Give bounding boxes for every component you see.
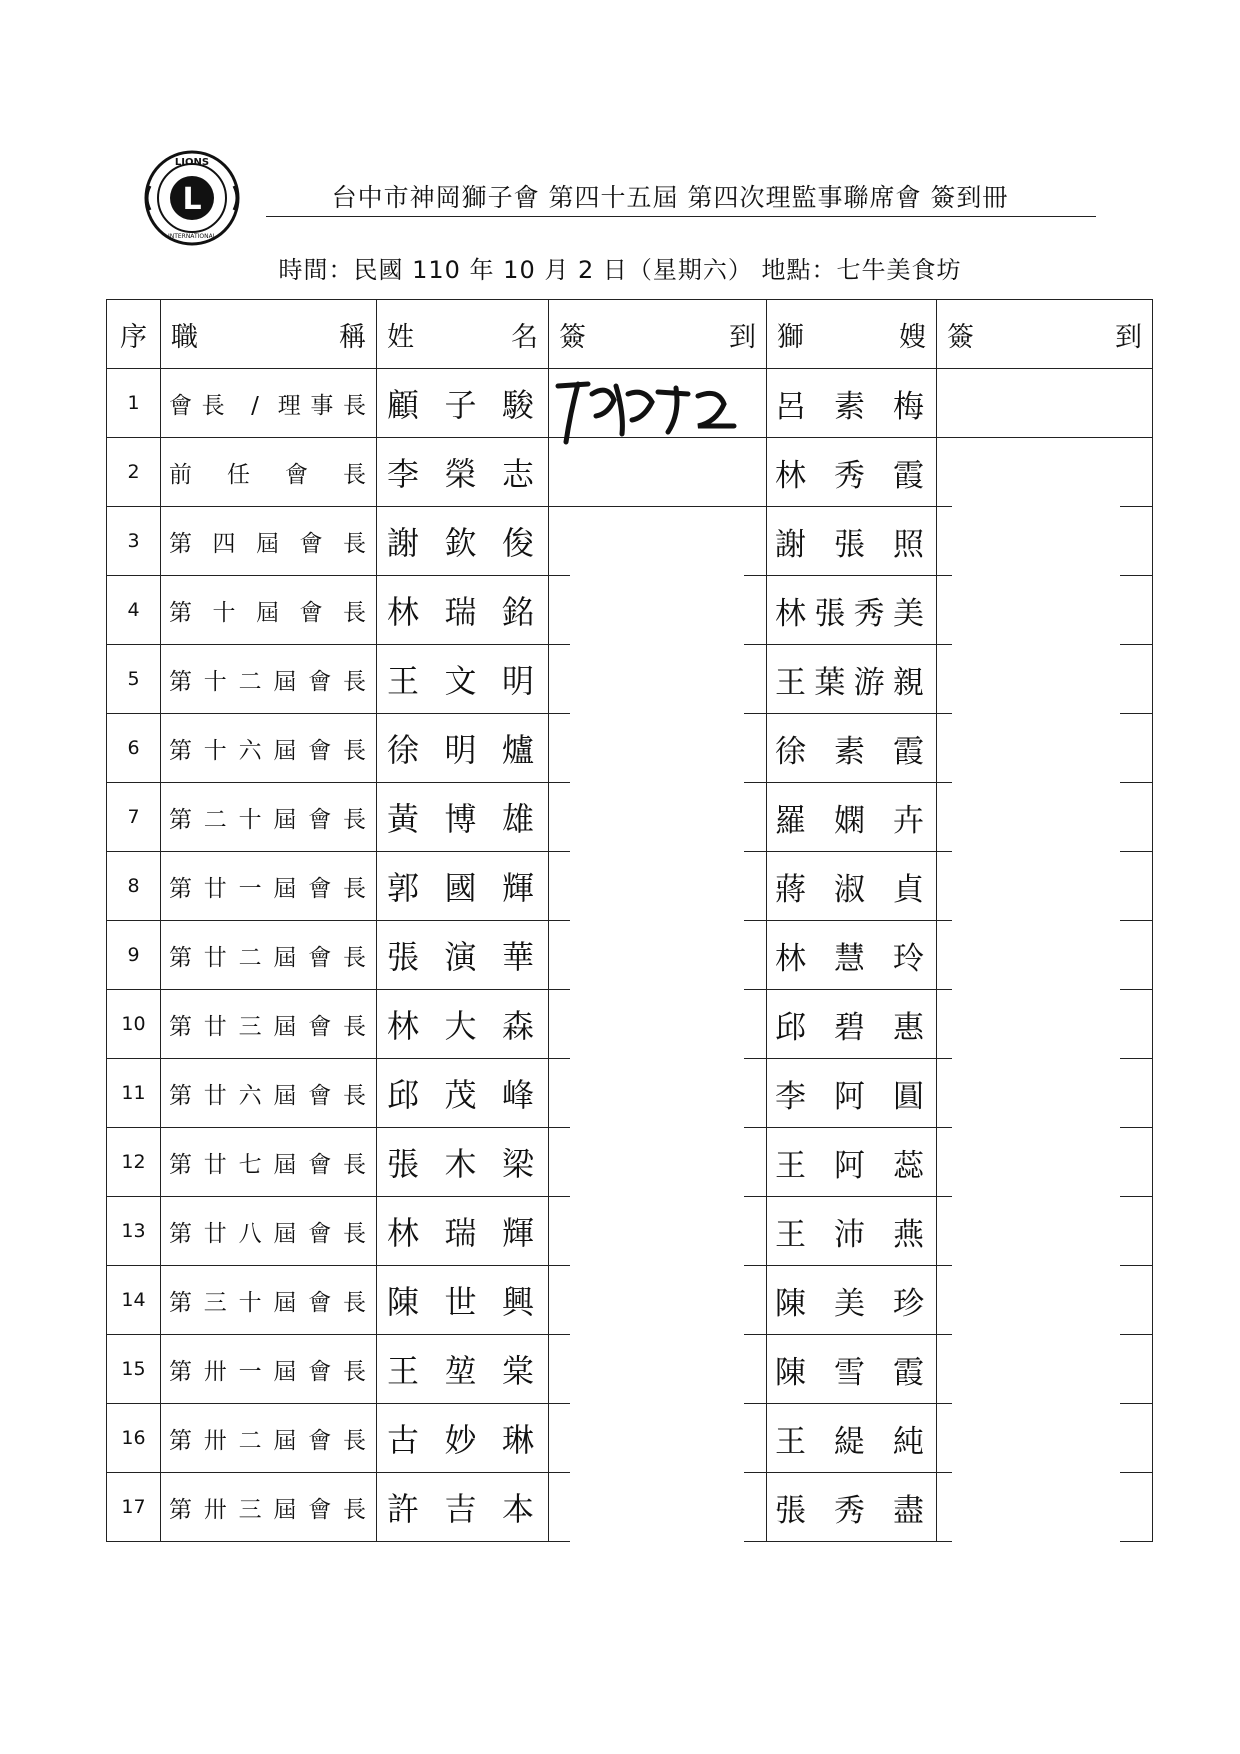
name-cell-text: 顧子駿 bbox=[387, 386, 538, 424]
title-cell bbox=[161, 1473, 377, 1542]
title-cell bbox=[161, 438, 377, 507]
seq-cell bbox=[107, 1473, 161, 1542]
seq-cell bbox=[107, 576, 161, 645]
spouse-cell-text: 李阿圓 bbox=[775, 1078, 928, 1115]
title-cell bbox=[161, 921, 377, 990]
title-cell-text: 第卅一屆會長 bbox=[169, 1358, 368, 1385]
seq-cell bbox=[107, 990, 161, 1059]
emblem-letter: L bbox=[182, 182, 202, 217]
scan-blank-area bbox=[952, 506, 1120, 1560]
title-cell bbox=[161, 576, 377, 645]
spouse-cell-text: 王葉游親 bbox=[775, 664, 928, 701]
seq-cell-text: 2 bbox=[127, 461, 140, 483]
spouse-cell-text: 林張秀美 bbox=[775, 595, 928, 632]
spouse-cell-text: 謝張照 bbox=[775, 526, 928, 563]
name-cell-text: 黃博雄 bbox=[387, 800, 538, 838]
name-cell-text: 張木梁 bbox=[387, 1145, 538, 1183]
seq-cell-text: 10 bbox=[121, 1013, 146, 1035]
title-cell bbox=[161, 1197, 377, 1266]
spouse-cell-text: 張秀盡 bbox=[775, 1492, 928, 1529]
seq-cell bbox=[107, 1197, 161, 1266]
title-cell-text: 第二十屆會長 bbox=[169, 806, 368, 833]
spouse-cell bbox=[767, 783, 937, 852]
title-cell-text: 第廿二屆會長 bbox=[169, 944, 368, 971]
name-cell bbox=[377, 990, 549, 1059]
name-cell bbox=[377, 507, 549, 576]
spouse-cell bbox=[767, 507, 937, 576]
header-name: 姓 名 bbox=[377, 300, 549, 369]
seq-cell-text: 16 bbox=[121, 1427, 146, 1449]
spouse-cell bbox=[767, 1197, 937, 1266]
table-header-row bbox=[107, 300, 1153, 369]
name-cell-text: 郭國輝 bbox=[387, 869, 538, 907]
scan-blank-area bbox=[570, 510, 744, 1560]
header-sign2: 簽 到 bbox=[937, 300, 1153, 369]
spouse-cell-text: 王阿蕊 bbox=[775, 1147, 928, 1184]
title-underline bbox=[266, 216, 1096, 217]
spouse-cell-text: 王緹純 bbox=[775, 1423, 928, 1460]
title-cell bbox=[161, 369, 377, 438]
spouse-cell-text: 徐素霞 bbox=[775, 733, 928, 770]
spouse-cell bbox=[767, 852, 937, 921]
spouse-signature-cell[interactable] bbox=[937, 369, 1153, 438]
name-cell-text: 林瑞輝 bbox=[387, 1214, 538, 1252]
emblem-top-text: LIONS bbox=[174, 157, 210, 168]
seq-cell bbox=[107, 783, 161, 852]
seq-cell bbox=[107, 369, 161, 438]
seq-cell bbox=[107, 921, 161, 990]
name-cell bbox=[377, 852, 549, 921]
seq-cell-text: 13 bbox=[121, 1220, 146, 1242]
title-cell bbox=[161, 990, 377, 1059]
spouse-cell bbox=[767, 645, 937, 714]
name-cell-text: 林瑞銘 bbox=[387, 593, 538, 631]
title-cell-text: 第卅二屆會長 bbox=[169, 1427, 368, 1454]
seq-cell-text: 14 bbox=[121, 1289, 146, 1311]
seq-cell-text: 7 bbox=[127, 806, 140, 828]
spouse-cell bbox=[767, 369, 937, 438]
name-cell-text: 王文明 bbox=[387, 662, 538, 700]
spouse-cell-text: 羅嫻卉 bbox=[775, 802, 928, 839]
name-cell-text: 許吉本 bbox=[387, 1490, 538, 1528]
spouse-cell-text: 蔣淑貞 bbox=[775, 871, 928, 908]
header-sign: 簽 到 bbox=[549, 300, 767, 369]
spouse-signature-cell[interactable] bbox=[937, 438, 1153, 507]
header-seq: 序 bbox=[107, 300, 161, 369]
name-cell bbox=[377, 1059, 549, 1128]
lions-emblem bbox=[142, 148, 242, 248]
name-cell bbox=[377, 1266, 549, 1335]
name-cell bbox=[377, 1473, 549, 1542]
spouse-cell-text: 林慧玲 bbox=[775, 940, 928, 977]
title-cell-text: 第廿八屆會長 bbox=[169, 1220, 368, 1247]
emblem-bottom-text: INTERNATIONAL bbox=[167, 233, 217, 240]
seq-cell bbox=[107, 645, 161, 714]
spouse-cell-text: 邱碧惠 bbox=[775, 1009, 928, 1046]
title-cell bbox=[161, 1128, 377, 1197]
spouse-cell-text: 陳雪霞 bbox=[775, 1354, 928, 1391]
seq-cell-text: 12 bbox=[121, 1151, 146, 1173]
name-cell bbox=[377, 1404, 549, 1473]
name-cell-text: 古妙琳 bbox=[387, 1421, 538, 1459]
seq-cell-text: 17 bbox=[121, 1496, 146, 1518]
seq-cell bbox=[107, 1335, 161, 1404]
name-cell bbox=[377, 576, 549, 645]
spouse-cell bbox=[767, 1335, 937, 1404]
title-cell bbox=[161, 1404, 377, 1473]
spouse-cell bbox=[767, 1059, 937, 1128]
seq-cell bbox=[107, 714, 161, 783]
name-cell bbox=[377, 369, 549, 438]
spouse-cell bbox=[767, 990, 937, 1059]
title-cell bbox=[161, 714, 377, 783]
title-cell-text: 第十二屆會長 bbox=[169, 668, 368, 695]
name-cell bbox=[377, 438, 549, 507]
spouse-cell bbox=[767, 1266, 937, 1335]
spouse-cell bbox=[767, 1128, 937, 1197]
seq-cell-text: 9 bbox=[127, 944, 140, 966]
spouse-cell bbox=[767, 438, 937, 507]
spouse-cell-text: 呂素梅 bbox=[775, 388, 928, 425]
name-cell-text: 李榮志 bbox=[387, 455, 538, 493]
seq-cell bbox=[107, 852, 161, 921]
title-cell bbox=[161, 852, 377, 921]
spouse-cell bbox=[767, 921, 937, 990]
title-cell-text: 第十屆會長 bbox=[169, 599, 368, 626]
spouse-cell-text: 王沛燕 bbox=[775, 1216, 928, 1253]
spouse-cell bbox=[767, 714, 937, 783]
seq-cell-text: 11 bbox=[121, 1082, 146, 1104]
seq-cell-text: 3 bbox=[127, 530, 140, 552]
seq-cell-text: 4 bbox=[127, 599, 140, 621]
name-cell bbox=[377, 645, 549, 714]
meeting-info: 時間：民國 110 年 10 月 2 日（星期六） 地點：七牛美食坊 bbox=[278, 256, 962, 284]
name-cell bbox=[377, 783, 549, 852]
spouse-cell-text: 林秀霞 bbox=[775, 457, 928, 494]
title-cell-text: 前任會長 bbox=[169, 461, 368, 488]
name-cell-text: 張演華 bbox=[387, 938, 538, 976]
seq-cell bbox=[107, 438, 161, 507]
name-cell bbox=[377, 1197, 549, 1266]
seq-cell bbox=[107, 1128, 161, 1197]
seq-cell-text: 5 bbox=[127, 668, 140, 690]
seq-cell bbox=[107, 1404, 161, 1473]
title-cell-text: 第三十屆會長 bbox=[169, 1289, 368, 1316]
name-cell-text: 陳世興 bbox=[387, 1283, 538, 1321]
title-cell bbox=[161, 783, 377, 852]
name-cell-text: 謝欽俊 bbox=[387, 524, 538, 562]
seq-cell-text: 6 bbox=[127, 737, 140, 759]
title-cell-text: 會長 / 理事長 bbox=[169, 392, 368, 419]
title-cell bbox=[161, 645, 377, 714]
seq-cell-text: 1 bbox=[127, 392, 140, 414]
title-cell bbox=[161, 1266, 377, 1335]
spouse-cell bbox=[767, 1473, 937, 1542]
title-cell-text: 第十六屆會長 bbox=[169, 737, 368, 764]
spouse-cell-text: 陳美珍 bbox=[775, 1285, 928, 1322]
title-cell-text: 第廿六屆會長 bbox=[169, 1082, 368, 1109]
name-cell bbox=[377, 1335, 549, 1404]
title-cell-text: 第卅三屆會長 bbox=[169, 1496, 368, 1523]
spouse-cell bbox=[767, 1404, 937, 1473]
title-cell-text: 第廿七屆會長 bbox=[169, 1151, 368, 1178]
title-cell-text: 第廿三屆會長 bbox=[169, 1013, 368, 1040]
title-cell bbox=[161, 507, 377, 576]
title-cell bbox=[161, 1059, 377, 1128]
seq-cell bbox=[107, 1059, 161, 1128]
name-cell-text: 邱茂峰 bbox=[387, 1076, 538, 1114]
name-cell bbox=[377, 714, 549, 783]
title-cell-text: 第廿一屆會長 bbox=[169, 875, 368, 902]
title-cell-text: 第四屆會長 bbox=[169, 530, 368, 557]
name-cell-text: 王堃棠 bbox=[387, 1352, 538, 1390]
seq-cell bbox=[107, 1266, 161, 1335]
title-cell bbox=[161, 1335, 377, 1404]
name-cell bbox=[377, 1128, 549, 1197]
handwritten-signature bbox=[548, 374, 760, 448]
name-cell bbox=[377, 921, 549, 990]
page-title: 台中市神岡獅子會 第四十五屆 第四次理監事聯席會 簽到冊 bbox=[331, 183, 1009, 212]
name-cell-text: 林大森 bbox=[387, 1007, 538, 1045]
spouse-cell bbox=[767, 576, 937, 645]
header-title: 職 稱 bbox=[161, 300, 377, 369]
seq-cell bbox=[107, 507, 161, 576]
seq-cell-text: 15 bbox=[121, 1358, 146, 1380]
header-spouse: 獅 嫂 bbox=[767, 300, 937, 369]
seq-cell-text: 8 bbox=[127, 875, 140, 897]
name-cell-text: 徐明爐 bbox=[387, 731, 538, 769]
